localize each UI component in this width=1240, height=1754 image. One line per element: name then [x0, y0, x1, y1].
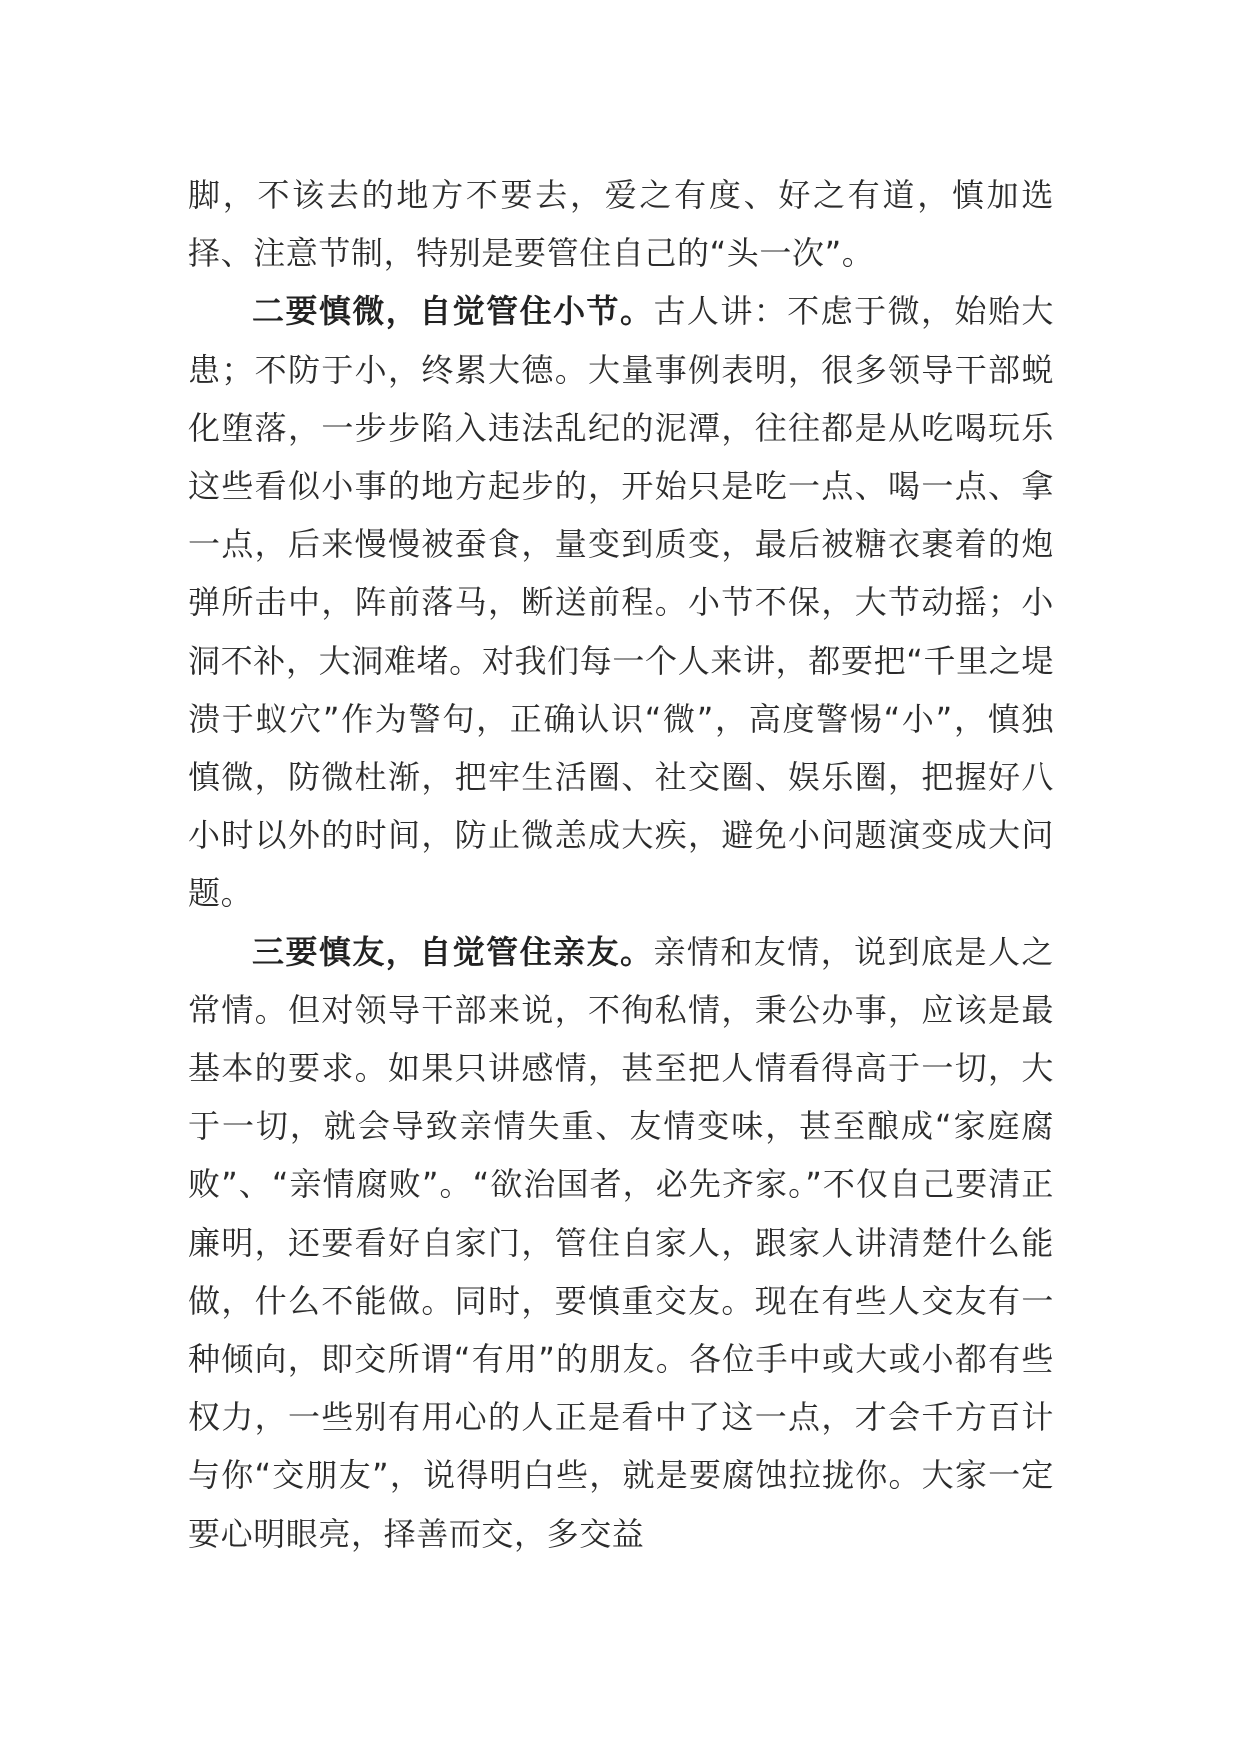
- paragraph-text: 古人讲：不虑于微，始贻大患；不防于小，终累大德。大量事例表明，很多领导干部蜕化堕落，一步步陷入违法乱纪的泥潭，往往都是从吃喝玩乐这些看似小事的地方起步的，开始只是吃一点、喝一点、拿一点，后来慢慢被蚕食，量变到质变，最后被糖衣裹着的炮弹所击中，阵前落马，断送前程。小节不保，大节动摇；小洞不补，大洞难堵。对我们每一个人来讲，都要把“千里之堤溃于蚁穴”作为警句，正确认识“微”，高度警惕“小”，慎独慎微，防微杜渐，把牢生活圈、社交圈、娱乐圈，把握好八小时以外的时间，防止微恙成大疾，避免小问题演变成大问题。: [188, 292, 1055, 913]
- paragraph-heading: 二要慎微，自觉管住小节。: [252, 292, 654, 331]
- paragraph-text: 亲情和友情，说到底是人之常情。但对领导干部来说，不徇私情，秉公办事，应该是最基本的要求。如果只讲感情，甚至把人情看得高于一切，大于一切，就会导致亲情失重、友情变味，甚至酿成“家庭腐败”、“亲情腐败”。“欲治国者，必先齐家。”不仅自己要清正廉明，还要看好自家门，管住自家人，跟家人讲清楚什么能做，什么不能做。同时，要慎重交友。现在有些人交友有一种倾向，即交所谓“有用”的朋友。各位手中或大或小都有些权力，一些别有用心的人正是看中了这一点，才会千方百计与你“交朋友”，说得明白些，就是要腐蚀拉拢你。大家一定要心明眼亮，择善而交，多交益: [188, 932, 1055, 1553]
- document-page: [188, 166, 1054, 1563]
- paragraph-second-point: [188, 282, 1054, 922]
- paragraph-text: 脚，不该去的地方不要去，爱之有度、好之有道，慎加选择、注意节制，特别是要管住自己的“头一次”。: [188, 176, 1054, 273]
- paragraph-continuation: [188, 166, 1054, 282]
- paragraph-third-point: [188, 923, 1054, 1563]
- paragraph-heading: 三要慎友，自觉管住亲友。: [252, 932, 654, 971]
